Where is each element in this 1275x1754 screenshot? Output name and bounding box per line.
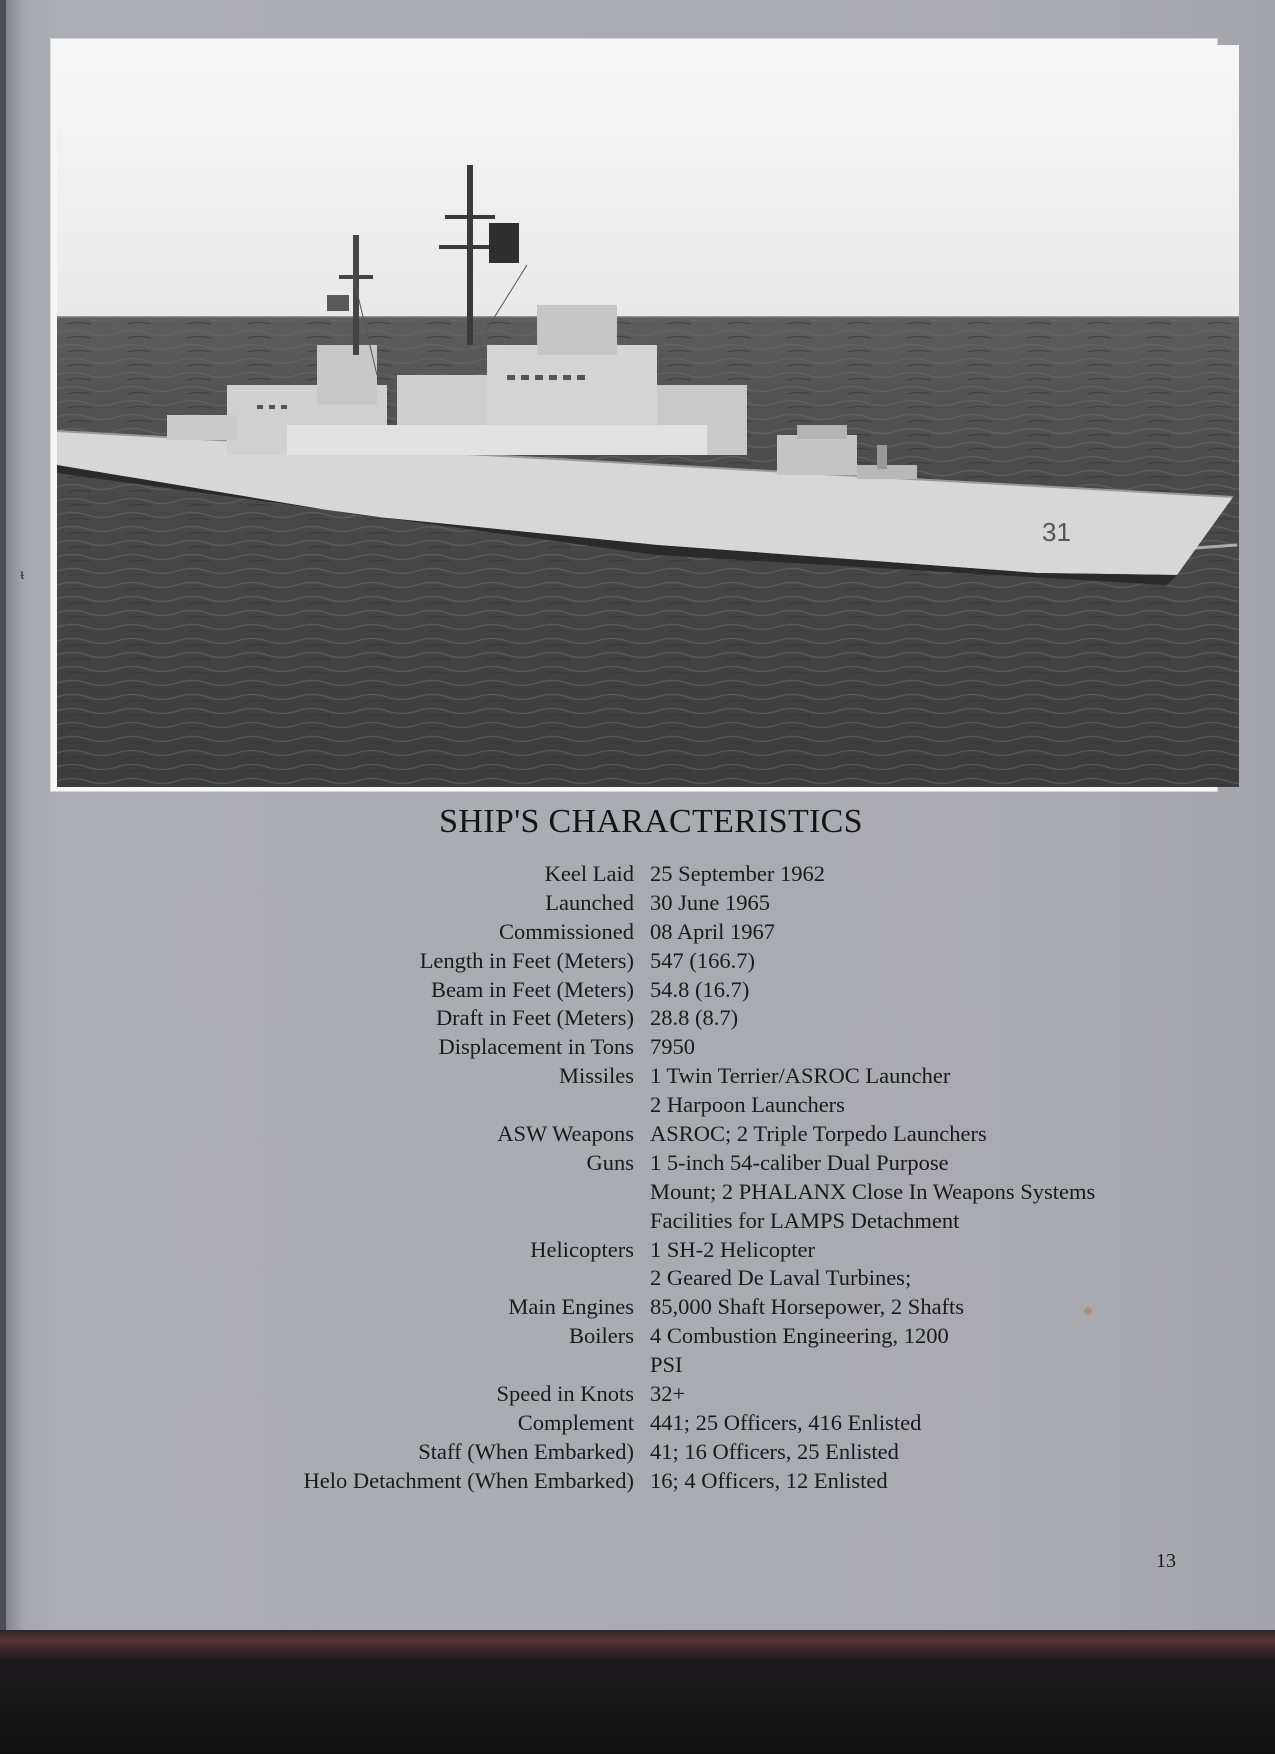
spec-row (0, 1033, 1275, 1062)
spec-label: Complement (517, 1409, 634, 1435)
spec-value: 441; 25 Officers, 416 Enlisted (650, 1409, 922, 1435)
spec-label: Helicopters (530, 1236, 634, 1262)
ship-photo (57, 45, 1239, 787)
spec-row (0, 1236, 1275, 1265)
spec-row (0, 976, 1275, 1005)
spec-value: 54.8 (16.7) (650, 976, 750, 1002)
spec-row (0, 1380, 1275, 1409)
spec-value: 547 (166.7) (650, 947, 755, 973)
spec-value: 30 June 1965 (650, 889, 770, 915)
bottom-scan-edge (0, 1630, 1275, 1754)
spec-row (0, 1178, 1275, 1207)
spec-value: 1 5-inch 54-caliber Dual Purpose (650, 1149, 949, 1175)
paper-stain (1084, 1307, 1092, 1315)
spec-row (0, 1322, 1275, 1351)
spec-row (0, 1091, 1275, 1120)
spec-value: PSI (650, 1352, 683, 1378)
hull-number: 31 (1042, 517, 1071, 547)
spec-value: 2 Geared De Laval Turbines; (650, 1265, 912, 1291)
spec-value: Facilities for LAMPS Detachment (650, 1207, 960, 1233)
spec-label: Staff (When Embarked) (418, 1438, 634, 1464)
spec-label: Boilers (569, 1323, 634, 1349)
spec-label: Draft in Feet (Meters) (435, 1005, 634, 1031)
spec-value: 1 Twin Terrier/ASROC Launcher (650, 1063, 951, 1089)
spec-value: 1 SH-2 Helicopter (650, 1236, 815, 1262)
spec-row (0, 918, 1275, 947)
spec-value: 16; 4 Officers, 12 Enlisted (650, 1467, 888, 1493)
spec-label: Displacement in Tons (438, 1034, 634, 1060)
spec-label: Helo Detachment (When Embarked) (303, 1467, 634, 1493)
page-margin-mark: ᵼ (20, 566, 25, 583)
spec-value: 25 September 1962 (650, 861, 825, 886)
spec-value: 28.8 (8.7) (650, 1005, 739, 1031)
spec-value: 85,000 Shaft Horsepower, 2 Shafts (650, 1294, 965, 1320)
spec-label: Launched (545, 889, 634, 915)
spec-value: 41; 16 Officers, 25 Enlisted (650, 1438, 899, 1464)
spec-label: Missiles (558, 1063, 634, 1089)
spec-label: Speed in Knots (496, 1381, 634, 1407)
characteristics-table (0, 860, 1275, 1496)
spec-value: Mount; 2 PHALANX Close In Weapons Systems (650, 1178, 1096, 1204)
spec-row (0, 889, 1275, 918)
spec-row (0, 1062, 1275, 1091)
spec-label: ASW Weapons (497, 1121, 634, 1147)
spec-row (0, 1149, 1275, 1178)
spec-value: 4 Combustion Engineering, 1200 (650, 1323, 949, 1349)
spec-row (0, 1409, 1275, 1438)
spec-label: Main Engines (508, 1294, 634, 1320)
spec-row (0, 1004, 1275, 1033)
spec-row (0, 1264, 1275, 1293)
page-title: SHIP'S CHARACTERISTICS (439, 803, 863, 840)
spec-row (0, 1351, 1275, 1380)
spec-row (0, 1207, 1275, 1236)
spec-value: 2 Harpoon Launchers (650, 1092, 845, 1118)
ship-photo-frame (50, 38, 1218, 792)
spec-label: Guns (586, 1149, 634, 1175)
spec-row (0, 860, 1275, 889)
page-number: 13 (1156, 1550, 1176, 1572)
ship-photo-image (57, 45, 1239, 787)
spec-value: 7950 (650, 1034, 695, 1060)
spec-label: Keel Laid (544, 861, 634, 886)
spec-row (0, 947, 1275, 976)
spec-row (0, 1120, 1275, 1149)
spec-label: Commissioned (498, 918, 634, 944)
spec-value: ASROC; 2 Triple Torpedo Launchers (650, 1121, 987, 1147)
spec-label: Length in Feet (Meters) (419, 947, 634, 973)
spec-value: 08 April 1967 (650, 918, 776, 944)
spec-label: Beam in Feet (Meters) (430, 976, 634, 1002)
spec-value: 32+ (650, 1381, 686, 1407)
spec-row (0, 1438, 1275, 1467)
spec-row (0, 1467, 1275, 1496)
